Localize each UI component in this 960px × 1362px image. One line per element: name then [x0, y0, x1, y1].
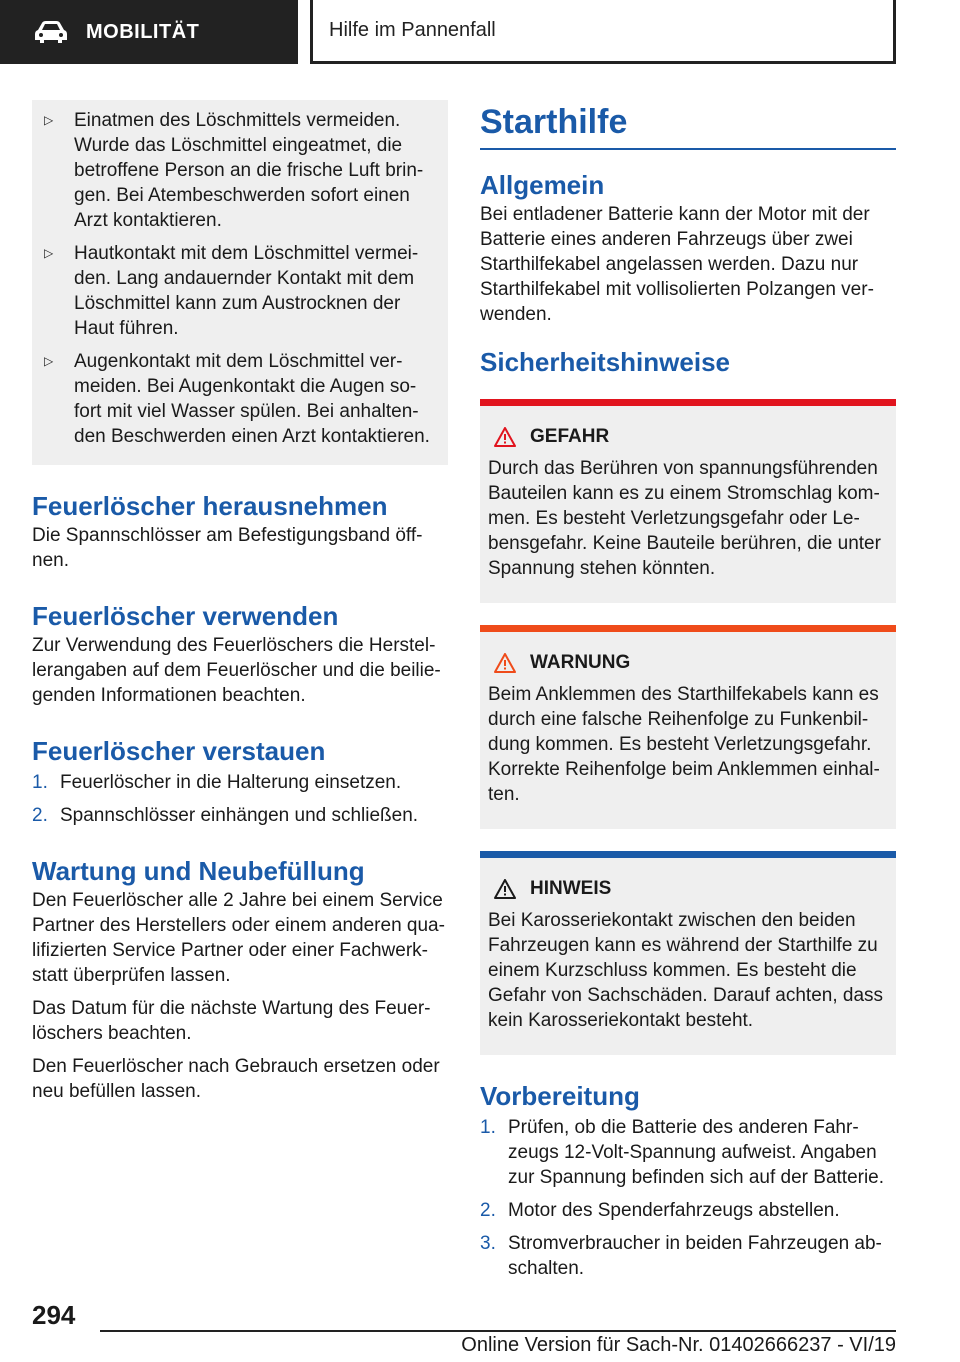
page-number: 294 [32, 1300, 76, 1330]
step-text: Stromverbraucher in beiden Fahrzeugen ab-schalten. [508, 1233, 882, 1279]
step-item [480, 1231, 896, 1281]
step-number: 3. [480, 1233, 496, 1254]
safety-list-box [32, 100, 448, 465]
step-number: 1. [32, 772, 48, 793]
list-item-text: Augenkontakt mit dem Löschmittel ver-meiden. Bei Augenkontakt die Augen so-fort mit viel Wasser spülen. Bei anhalten-den Beschwerden einen Arzt kontaktieren. [74, 351, 430, 447]
footer-divider [100, 1330, 896, 1332]
info-notice [480, 851, 896, 1055]
list-item-text: Einatmen des Löschmittels vermeiden. Wurde das Löschmittel eingeatmet, die betroffene Person an die frische Luft brin-gen. Bei Atembeschwerden sofort einen Arzt kontaktieren. [74, 110, 424, 231]
general-text: Bei entladener Batterie kann der Motor mit der Batterie eines anderen Fahrzeugs über zwei Starthilfekabel angelassen werden. Dazu nur Starthilfekabel mit vollisolierten Polzangen ver-wenden. [480, 204, 874, 325]
list-item [42, 349, 436, 449]
warning-triangle-icon [494, 879, 516, 899]
notice-header [488, 878, 888, 900]
warning-notice [480, 625, 896, 829]
step-text: Prüfen, ob die Batterie des anderen Fahr-zeugs 12-Volt-Spannung aufweist. Angaben zur Spannung befinden sich auf der Batterie. [508, 1117, 885, 1188]
chapter-label: Hilfe im Pannenfall [329, 19, 496, 41]
notice-label: WARNUNG [530, 652, 631, 673]
heading-stow: Feuerlöscher verstauen [32, 736, 326, 766]
step-text: Feuerlöscher in die Halterung einsetzen. [60, 772, 402, 793]
heading-general: Allgemein [480, 170, 605, 200]
heading-remove: Feuerlöscher herausnehmen [32, 491, 388, 521]
list-item [42, 241, 436, 341]
heading-preparation: Vorbereitung [480, 1081, 640, 1111]
triangle-bullet-icon: ▷ [44, 113, 54, 127]
notice-text: Beim Anklemmen des Starthilfekabels kann es durch eine falsche Reihenfolge zu Funkenbil-dung kommen. Es besteht Verletzungsgefahr. Korrekte Reihenfolge beim Anklemmen einhal-ten. [488, 684, 880, 805]
notice-header [488, 426, 888, 448]
page-title: Starthilfe [480, 100, 896, 150]
maintenance-text: Den Feuerlöscher alle 2 Jahre bei einem Service Partner des Herstellers oder einem anderen qua-lifizierten Service Partner oder einer Fachwerk-statt überprüfen lassen. [32, 890, 445, 986]
list-item [42, 108, 436, 233]
notice-text: Bei Karosseriekontakt zwischen den beiden Fahrzeugen kann es während der Starthilfe zu einem Kurzschluss kommen. Es besteht die Gefahr von Sachschäden. Darauf achten, dass kein Karosseriekontakt besteht. [488, 910, 884, 1031]
page-header [0, 0, 960, 66]
section-tab [0, 0, 298, 64]
step-text: Motor des Spenderfahrzeugs abstellen. [508, 1200, 840, 1221]
triangle-bullet-icon: ▷ [44, 246, 54, 260]
danger-notice [480, 399, 896, 603]
notice-label: HINWEIS [530, 878, 612, 899]
heading-maintenance: Wartung und Neubefüllung [32, 856, 365, 886]
notice-text: Durch das Berühren von spannungsführenden Bauteilen kann es zu einem Stromschlag kom-men. Es besteht Verletzungsgefahr oder Le-bensgefahr. Keine Bauteile berühren, die unter Spannung stehen könnten. [488, 458, 881, 579]
step-number: 1. [480, 1117, 496, 1138]
maintenance-text: Das Datum für die nächste Wartung des Feuer-löschers beachten. [32, 998, 431, 1044]
remove-text: Die Spannschlösser am Befestigungsband öff-nen. [32, 525, 423, 571]
car-icon [34, 20, 68, 44]
heading-use: Feuerlöscher verwenden [32, 601, 339, 631]
step-text: Spannschlösser einhängen und schließen. [60, 805, 419, 826]
use-text: Zur Verwendung des Feuerlöschers die Herstel-lerangaben auf dem Feuerlöscher und die beilie-genden Informationen beachten. [32, 635, 441, 706]
left-column [32, 100, 448, 1104]
step-item [32, 803, 448, 828]
step-number: 2. [32, 805, 48, 826]
warning-triangle-icon [494, 427, 516, 447]
list-item-text: Hautkontakt mit dem Löschmittel vermei-den. Lang andauernder Kontakt mit dem Löschmittel kann zum Austrocknen der Haut führen. [74, 243, 419, 339]
step-item [32, 770, 448, 795]
heading-safety: Sicherheitshinweise [480, 347, 730, 377]
footer-text: Online Version für Sach-Nr. 01402666237 - VI/19 [461, 1334, 896, 1356]
maintenance-text: Den Feuerlöscher nach Gebrauch ersetzen oder neu befüllen lassen. [32, 1056, 440, 1102]
section-label: MOBILITÄT [86, 20, 200, 43]
notice-label: GEFAHR [530, 426, 610, 447]
step-number: 2. [480, 1200, 496, 1221]
step-item [480, 1198, 896, 1223]
notice-header [488, 652, 888, 674]
triangle-bullet-icon: ▷ [44, 354, 54, 368]
step-item [480, 1115, 896, 1190]
chapter-tab [310, 0, 896, 64]
right-column [480, 100, 896, 1281]
warning-triangle-icon [494, 653, 516, 673]
